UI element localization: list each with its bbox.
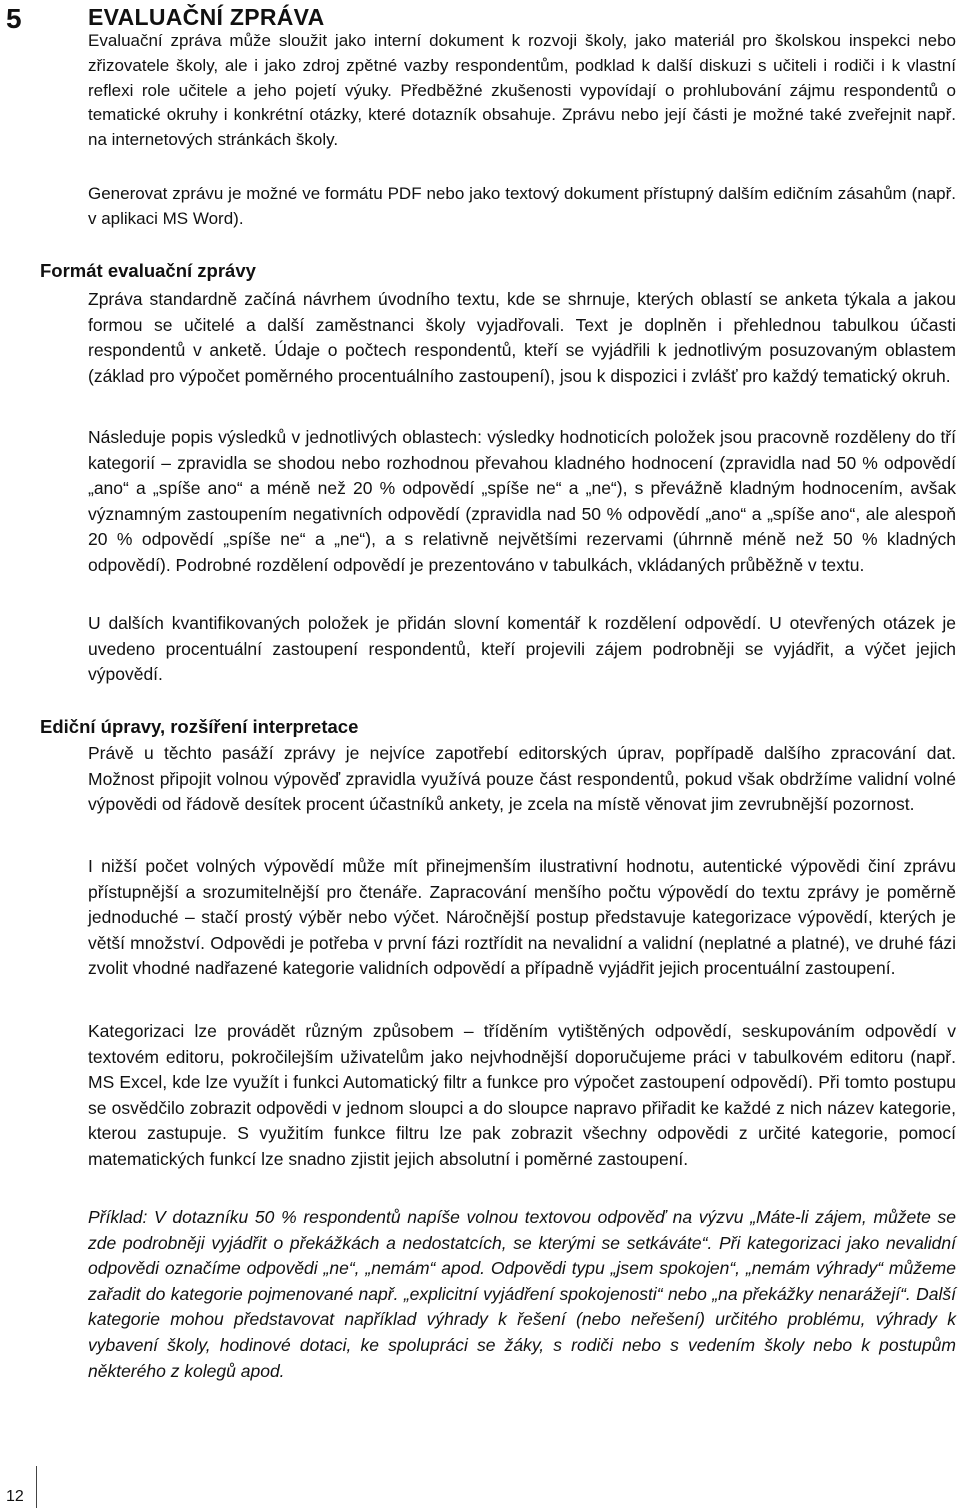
format-paragraph-2: Následuje popis výsledků v jednotlivých oblastech: výsledky hodnoticích položek jsou pracovně rozděleny do tří kategorií – zpravidla se shodou nebo rozhodnou převahou kladného hodnocení (zpravidla nad 50 % odpovědí „ano“ a „spíše ano“ a méně než 20 % odpovědí „spíše ne“ a „ne“), s převážně kladným hodnocením, avšak významným zastoupením negativních odpovědí (zpravidla nad 50 % odpovědí „ano“ a „spíše ano“, ale alespoň 20 % odpovědí „spíše ne“ a „ne“), a s relativně největšími rezervami (úhrnně méně než 50 % kladných odpovědí). Podrobné rozdělení odpovědí je prezentováno v tabulkách, vkládaných průběžně v textu. — [88, 427, 956, 575]
intro-paragraph-1: Evaluační zpráva může sloužit jako interní dokument k rozvoji školy, jako materiál pro školskou inspekci nebo zřizovatele školy, ale i jako zdroj zpětné vazby respondentům, podklad k další diskuzi s učiteli i rodiči i k vlastní reflexi role učitele a jeho pojetí výuky. Předběžné zkušenosti vypovídají o prohlubování zájmu respondentů o tematické okruhy i konkrétní otázky, které dotazník obsahuje. Zprávu nebo její části je možné také zveřejnit např. na internetových stránkách školy. — [88, 31, 956, 150]
editing-paragraph-2: I nižší počet volných výpovědí může mít přinejmenším ilustrativní hodnotu, autentické výpovědi činí zprávu přístupnější a srozumitelnější pro čtenáře. Zapracování menšího počtu výpovědí do textu zprávy je poměrně jednoduché – stačí prostý výběr nebo výčet. Náročnější postup představuje kategorizace výpovědí, kterých je větší množství. Odpovědi je potřeba v první fázi roztřídit na nevalidní a validní (neplatné a platné), ve druhé fázi zvolit vhodné nadřazené kategorie validních odpovědí a případně vyjádřit jejich procentuální zastoupení. — [88, 856, 956, 979]
format-paragraph-1: Zpráva standardně začíná návrhem úvodního textu, kde se shrnuje, kterých oblastí se anketa týkala a jakou formou se učitelé a další zaměstnanci školy vyjadřovali. Text je doplněn i přehlednou tabulkou účasti respondentů v anketě. Údaje o počtech respondentů, kteří se vyjádřili k jednotlivým posuzovaným oblastem (základ pro výpočet poměrného procentuálního zastoupení), jsou k dispozici i zvlášť pro každý tematický okruh. — [88, 289, 956, 386]
format-paragraph-3: U dalších kvantifikovaných položek je přidán slovní komentář k rozdělení odpovědí. U otevřených otázek je uvedeno procentuální zastoupení respondentů, kteří projevili zájem podrobněji se vyjádřit, a výčet jejich výpovědí. — [88, 613, 956, 685]
section-heading-editing: Ediční úpravy, rozšíření interpretace — [40, 716, 359, 737]
chapter-number: 5 — [6, 3, 22, 34]
page-number: 12 — [6, 1488, 24, 1505]
page-margin-rule — [36, 1466, 37, 1508]
chapter-title: EVALUAČNÍ ZPRÁVA — [88, 4, 325, 30]
section-heading-format: Formát evaluační zprávy — [40, 260, 256, 281]
editing-paragraph-3: Kategorizaci lze provádět různým způsobem – tříděním vytištěných odpovědí, seskupováním odpovědí v textovém editoru, pokročilejším uživatelům jako nejvhodnější doporučujeme práci v tabulkovém editoru (např. MS Excel, kde lze využít i funkci Automatický filtr a funkce pro výpočet zastoupení odpovědí). Při tomto postupu se osvědčilo zobrazit odpovědi v jednom sloupci a do sloupce napravo přiřadit ke každé z nich název kategorie, kterou zastupuje. S využitím funkce filtru lze pak zobrazit všechny odpovědi z určité kategorie, pomocí matematických funkcí lze snadno zjistit jejich absolutní i poměrné zastoupení. — [88, 1021, 956, 1169]
example-paragraph: Příklad: V dotazníku 50 % respondentů napíše volnou textovou odpověď na výzvu „Máte-li zájem, můžete se zde podrobněji vyjádřit o překážkách a nedostatcích, se kterými se setkáváte“. Při kategorizaci jako nevalidní odpovědi označíme odpovědi „ne“, „nemám“ apod. Odpovědi typu „jsem spokojen“, „nemám výhrady“ můžeme zařadit do kategorie pojmenované např. „explicitní vyjádření spokojenosti“ nebo „na překážky nenarážejí“. Další kategorie mohou představovat například výhrady k řešení (nebo neřešení) určitého problému, výhrady k vybavení školy, hodinové dotaci, ke spolupráci se žáky, s rodiči nebo s vedením školy nebo k postupům některého z kolegů apod. — [88, 1207, 956, 1381]
intro-paragraph-2: Generovat zprávu je možné ve formátu PDF nebo jako textový dokument přístupný dalším edičním zásahům (např. v aplikaci MS Word). — [88, 184, 956, 228]
editing-paragraph-1: Právě u těchto pasáží zprávy je nejvíce zapotřebí editorských úprav, popřípadě dalšího zpracování dat. Možnost připojit volnou výpověď zpravidla využívá pouze část respondentů, pokud však obdržíme validní volné výpovědi od řádově desítek procent účastníků ankety, je zcela na místě věnovat jim zevrubnější pozornost. — [88, 743, 956, 815]
